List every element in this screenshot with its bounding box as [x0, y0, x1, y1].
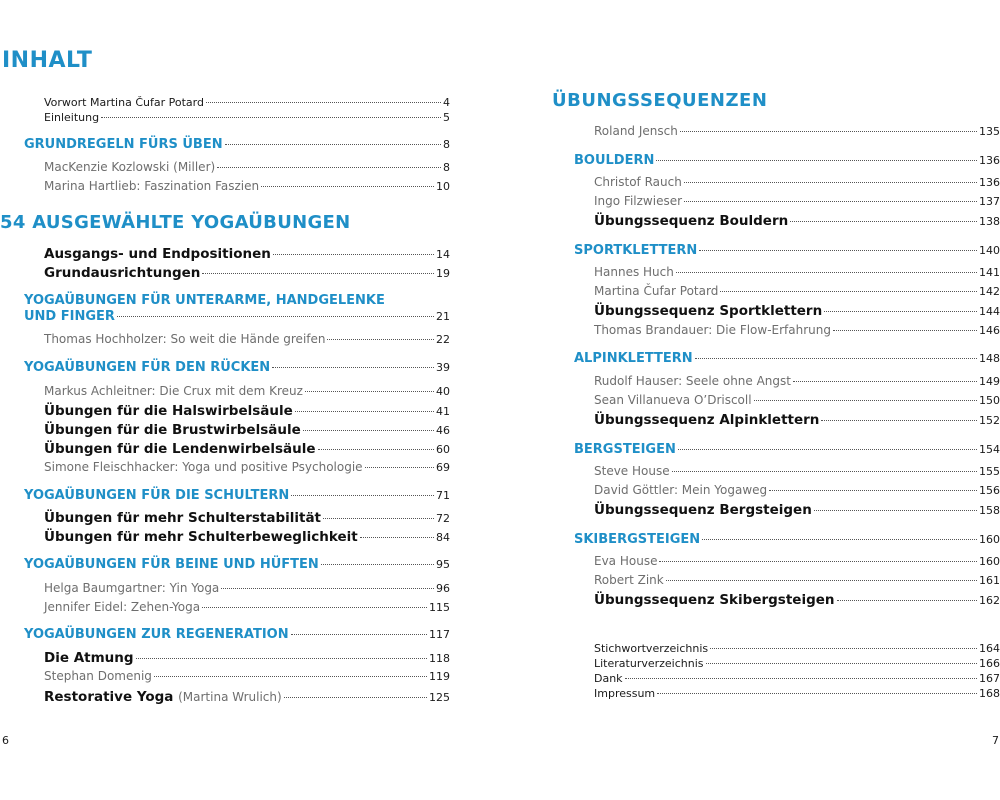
entry-page: 95	[436, 558, 450, 571]
entry-page: 125	[429, 691, 450, 704]
entry-label: Markus Achleitner: Die Crux mit dem Kreuz	[44, 384, 303, 398]
entry-page: 160	[979, 555, 1000, 568]
entry-page: 148	[979, 352, 1000, 365]
toc-entry[interactable]	[44, 600, 450, 614]
entry-page: 135	[979, 125, 1000, 138]
heading-label: GRUNDREGELN FÜRS ÜBEN	[24, 137, 223, 152]
entry-label: Stichwortverzeichnis	[594, 642, 709, 655]
toc-entry[interactable]	[594, 284, 1000, 298]
entry-page: 60	[436, 443, 450, 456]
toc-entry[interactable]	[44, 460, 450, 474]
entry-label: Übungen für die Lendenwirbelsäule	[44, 441, 316, 457]
toc-entry[interactable]	[44, 111, 450, 124]
heading-label: YOGAÜBUNGEN FÜR BEINE UND HÜFTEN	[24, 557, 319, 572]
entry-label: Übungssequenz Bouldern	[594, 213, 789, 229]
entry-page: 96	[436, 582, 450, 595]
toc-heading-unterarme-line1[interactable]: YOGAÜBUNGEN FÜR UNTERARME, HANDGELENKE	[24, 293, 385, 308]
entry-label: Einleitung	[44, 111, 100, 124]
entry-label: Steve House	[594, 464, 670, 478]
entry-label: Vorwort Martina Čufar Potard	[44, 96, 204, 109]
entry-page: 142	[979, 285, 1000, 298]
toc-heading-sportklettern[interactable]	[574, 243, 1000, 258]
entry-page: 41	[436, 405, 450, 418]
entry-label	[44, 689, 282, 705]
entry-page: 146	[979, 324, 1000, 337]
entry-label: Übungssequenz Bergsteigen	[594, 502, 812, 518]
entry-label: Martina Čufar Potard	[594, 284, 719, 298]
toc-entry[interactable]	[594, 303, 1000, 319]
toc-entry[interactable]	[594, 554, 1000, 568]
toc-entry[interactable]	[44, 384, 450, 398]
entry-label: Helga Baumgartner: Yin Yoga	[44, 581, 220, 595]
toc-entry[interactable]	[594, 464, 1000, 478]
toc-entry[interactable]	[44, 179, 450, 193]
entry-page: 10	[436, 180, 450, 193]
entry-page: 84	[436, 531, 450, 544]
entry-page: 71	[436, 489, 450, 502]
heading-label: YOGAÜBUNGEN FÜR DIE SCHULTERN	[24, 488, 290, 503]
entry-label: Thomas Hochholzer: So weit die Hände greifen	[44, 332, 326, 346]
entry-label: Ausgangs- und Endpositionen	[44, 246, 271, 262]
heading-label: YOGAÜBUNGEN FÜR DEN RÜCKEN	[24, 360, 271, 375]
toc-heading-unterarme[interactable]	[24, 309, 450, 324]
toc-entry[interactable]	[594, 573, 1000, 587]
entry-page: 138	[979, 215, 1000, 228]
toc-heading-ruecken[interactable]	[24, 360, 450, 375]
heading-label: ALPINKLETTERN	[574, 351, 693, 366]
toc-entry[interactable]	[44, 581, 450, 595]
entry-label: Übungssequenz Sportklettern	[594, 303, 823, 319]
entry-page: 150	[979, 394, 1000, 407]
entry-page: 168	[979, 687, 1000, 700]
toc-entry[interactable]	[44, 160, 450, 174]
entry-label: Übungssequenz Alpinklettern	[594, 412, 820, 428]
entry-page: 8	[443, 138, 450, 151]
entry-label-author: (Martina Wrulich)	[178, 690, 282, 704]
toc-entry[interactable]	[44, 96, 450, 109]
entry-label: Simone Fleischhacker: Yoga und positive Psychologie	[44, 460, 363, 474]
heading-label: BOULDERN	[574, 153, 655, 168]
toc-entry[interactable]	[44, 441, 450, 457]
entry-label: Rudolf Hauser: Seele ohne Angst	[594, 374, 791, 388]
entry-page: 158	[979, 504, 1000, 517]
toc-heading-bergsteigen[interactable]	[574, 442, 1000, 457]
entry-page: 160	[979, 533, 1000, 546]
entry-page: 69	[436, 461, 450, 474]
toc-entry[interactable]	[594, 374, 1000, 388]
entry-page: 46	[436, 424, 450, 437]
entry-label: Marina Hartlieb: Faszination Faszien	[44, 179, 260, 193]
entry-label: Christof Rauch	[594, 175, 682, 189]
entry-label: Sean Villanueva O’Driscoll	[594, 393, 752, 407]
toc-heading-schultern[interactable]	[24, 488, 450, 503]
entry-page: 152	[979, 414, 1000, 427]
toc-entry[interactable]	[594, 412, 1000, 428]
toc-entry[interactable]	[594, 687, 1000, 700]
entry-page: 141	[979, 266, 1000, 279]
right-page-number: 7	[992, 734, 999, 747]
toc-entry[interactable]	[594, 124, 1000, 138]
entry-page: 155	[979, 465, 1000, 478]
heading-label: YOGAÜBUNGEN ZUR REGENERATION	[24, 627, 289, 642]
entry-label: Übungen für die Halswirbelsäule	[44, 403, 293, 419]
entry-page: 137	[979, 195, 1000, 208]
toc-entry[interactable]	[594, 502, 1000, 518]
toc-entry[interactable]	[44, 689, 450, 705]
entry-page: 161	[979, 574, 1000, 587]
toc-heading-beine[interactable]	[24, 557, 450, 572]
entry-page: 119	[429, 670, 450, 683]
toc-heading-regeneration[interactable]	[24, 627, 450, 642]
entry-page: 72	[436, 512, 450, 525]
toc-entry[interactable]	[44, 650, 450, 666]
entry-page: 19	[436, 267, 450, 280]
entry-page: 8	[443, 161, 450, 174]
entry-label: Übungssequenz Skibergsteigen	[594, 592, 835, 608]
left-page-number: 6	[2, 734, 9, 747]
entry-label: Jennifer Eidel: Zehen-Yoga	[44, 600, 201, 614]
entry-label: Robert Zink	[594, 573, 664, 587]
toc-entry[interactable]	[44, 403, 450, 419]
toc-entry[interactable]	[44, 246, 450, 262]
entry-label: Roland Jensch	[594, 124, 678, 138]
entry-page: 14	[436, 248, 450, 261]
toc-entry[interactable]	[594, 323, 1000, 337]
entry-page: 140	[979, 244, 1000, 257]
toc-heading-alpinklettern[interactable]	[574, 351, 1000, 366]
entry-label: Übungen für die Brustwirbelsäule	[44, 422, 301, 438]
entry-label: Eva House	[594, 554, 658, 568]
left-page-title: INHALT	[2, 48, 93, 73]
entry-page: 136	[979, 154, 1000, 167]
entry-label: Übungen für mehr Schulterbeweglichkeit	[44, 529, 358, 545]
entry-page: 118	[429, 652, 450, 665]
entry-label: Impressum	[594, 687, 656, 700]
entry-page: 149	[979, 375, 1000, 388]
toc-entry[interactable]	[594, 175, 1000, 189]
entry-label: Literaturverzeichnis	[594, 657, 704, 670]
entry-page: 136	[979, 176, 1000, 189]
toc-entry[interactable]	[44, 422, 450, 438]
entry-page: 115	[429, 601, 450, 614]
entry-page: 167	[979, 672, 1000, 685]
entry-label: Die Atmung	[44, 650, 134, 666]
toc-entry[interactable]	[44, 669, 450, 683]
toc-heading-bouldern[interactable]	[574, 153, 1000, 168]
entry-label: David Göttler: Mein Yogaweg	[594, 483, 768, 497]
entry-page: 21	[436, 310, 450, 323]
entry-page: 40	[436, 385, 450, 398]
toc-entry[interactable]	[44, 332, 450, 346]
toc-heading-skibergsteigen[interactable]	[574, 532, 1000, 547]
entry-label: Übungen für mehr Schulterstabilität	[44, 510, 322, 526]
toc-entry[interactable]	[44, 265, 450, 281]
heading-label: SKIBERGSTEIGEN	[574, 532, 701, 547]
toc-entry[interactable]	[594, 592, 1000, 608]
entry-page: 144	[979, 305, 1000, 318]
entry-label: Dank	[594, 672, 623, 685]
entry-label: Hannes Huch	[594, 265, 674, 279]
entry-page: 164	[979, 642, 1000, 655]
entry-label: Stephan Domenig	[44, 669, 152, 683]
heading-label: UND FINGER	[24, 309, 115, 324]
toc-entry[interactable]	[594, 213, 1000, 229]
entry-label: Thomas Brandauer: Die Flow-Erfahrung	[594, 323, 832, 337]
toc-entry[interactable]	[594, 642, 1000, 655]
entry-page: 4	[443, 96, 450, 109]
heading-label: SPORTKLETTERN	[574, 243, 698, 258]
entry-page: 5	[443, 111, 450, 124]
toc-entry[interactable]	[44, 510, 450, 526]
toc-entry[interactable]	[594, 483, 1000, 497]
toc-entry[interactable]	[594, 393, 1000, 407]
toc-entry[interactable]	[594, 265, 1000, 279]
right-page-title: ÜBUNGSSEQUENZEN	[552, 90, 768, 111]
entry-page: 117	[429, 628, 450, 641]
entry-page: 154	[979, 443, 1000, 456]
entry-page: 39	[436, 361, 450, 374]
entry-page: 22	[436, 333, 450, 346]
entry-label: Ingo Filzwieser	[594, 194, 683, 208]
entry-page: 166	[979, 657, 1000, 670]
toc-entry[interactable]	[594, 194, 1000, 208]
entry-label-main: Restorative Yoga	[44, 689, 174, 705]
toc-entry[interactable]	[44, 529, 450, 545]
entry-page: 156	[979, 484, 1000, 497]
entry-label: MacKenzie Kozlowski (Miller)	[44, 160, 216, 174]
toc-entry[interactable]	[594, 672, 1000, 685]
entry-page: 162	[979, 594, 1000, 607]
section-title: 54 AUSGEWÄHLTE YOGAÜBUNGEN	[0, 212, 351, 233]
toc-entry[interactable]	[594, 657, 1000, 670]
entry-label: Grundausrichtungen	[44, 265, 201, 281]
toc-heading-grundregeln[interactable]	[24, 137, 450, 152]
heading-label: BERGSTEIGEN	[574, 442, 676, 457]
